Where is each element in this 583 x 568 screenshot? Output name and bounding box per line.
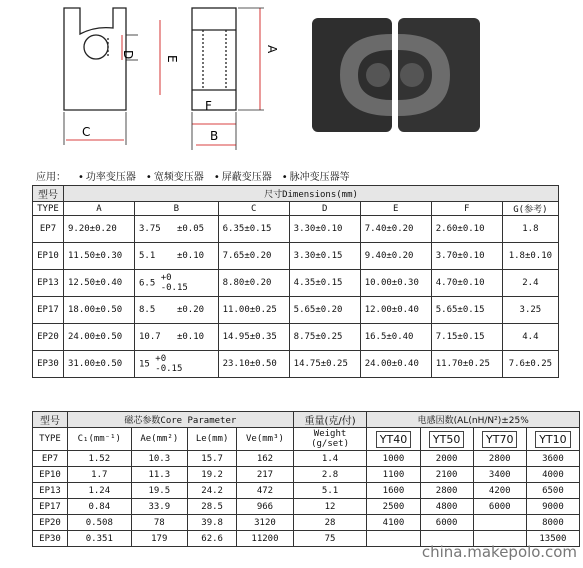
b-minus: -0.15	[160, 283, 188, 293]
cell-al: 4800	[420, 499, 473, 515]
weight-subheader: Weight (g/set)	[293, 428, 367, 451]
cell-ve: 472	[237, 483, 293, 499]
col-ae: Ae(mm²)	[131, 428, 187, 451]
cell-ve: 162	[237, 451, 293, 467]
label-c: C	[82, 125, 91, 139]
cell-al: 2000	[420, 451, 473, 467]
cell-g: 7.6±0.25	[502, 351, 558, 378]
type-subheader: TYPE	[33, 428, 68, 451]
cell-f: 2.60±0.10	[431, 216, 502, 243]
application-item: • 屏蔽变压器	[214, 168, 272, 183]
cell-f: 7.15±0.15	[431, 324, 502, 351]
cell-c: 7.65±0.20	[218, 243, 289, 270]
cell-f: 4.70±0.10	[431, 270, 502, 297]
cell-ae: 33.9	[131, 499, 187, 515]
cell-al: 6000	[473, 499, 526, 515]
cell-f: 11.70±0.25	[431, 351, 502, 378]
b-tolerance	[161, 273, 188, 293]
type-cell: EP7	[33, 216, 64, 243]
cell-le: 24.2	[187, 483, 236, 499]
cell-ae: 10.3	[131, 451, 187, 467]
cell-le: 28.5	[187, 499, 236, 515]
cell-ae: 179	[131, 531, 187, 547]
cell-al: 1100	[367, 467, 420, 483]
cell-ae: 11.3	[131, 467, 187, 483]
material-yt70	[473, 428, 526, 451]
cell-al: 2100	[420, 467, 473, 483]
table-row	[33, 515, 580, 531]
cell-le: 39.8	[187, 515, 236, 531]
cell-al	[367, 531, 420, 547]
front-view	[64, 8, 138, 145]
b-plus: +0	[160, 273, 172, 283]
table-row	[33, 324, 559, 351]
col-c1: C₁(mm⁻¹)	[68, 428, 132, 451]
cell-a: 9.20±0.20	[63, 216, 134, 243]
type-cell: EP20	[33, 515, 68, 531]
cell-al	[473, 515, 526, 531]
cell-weight: 75	[293, 531, 367, 547]
col-le: Le(mm)	[187, 428, 236, 451]
cell-g: 2.4	[502, 270, 558, 297]
b-main: 15	[139, 359, 150, 370]
cell-d: 5.65±0.20	[289, 297, 360, 324]
label-b: B	[210, 129, 219, 143]
type-cell: EP17	[33, 297, 64, 324]
table-row	[33, 483, 580, 499]
type-cell: EP17	[33, 499, 68, 515]
cell-f: 5.65±0.15	[431, 297, 502, 324]
parameters-table	[32, 411, 580, 547]
col-f: F	[431, 202, 502, 216]
type-cell: EP30	[33, 351, 64, 378]
cell-al: 1000	[367, 451, 420, 467]
material-label: YT50	[429, 431, 464, 448]
cell-c: 11.00±0.25	[218, 297, 289, 324]
type-cell: EP7	[33, 451, 68, 467]
cell-a: 31.00±0.50	[63, 351, 134, 378]
label-f: F	[205, 99, 212, 113]
cell-b: 8.5 ±0.20	[135, 297, 219, 324]
cell-al: 8000	[526, 515, 579, 531]
application-label: 应用：	[36, 172, 66, 183]
type-cell: EP10	[33, 243, 64, 270]
application-item: • 脉冲变压器等	[282, 168, 350, 183]
cell-c: 8.80±0.20	[218, 270, 289, 297]
cell-a: 12.50±0.40	[63, 270, 134, 297]
cell-al: 3600	[526, 451, 579, 467]
application-item: • 宽频变压器	[146, 168, 204, 183]
table-row	[33, 216, 559, 243]
cell-e: 10.00±0.30	[360, 270, 431, 297]
type-cell: EP20	[33, 324, 64, 351]
table-row	[33, 270, 559, 297]
core-drawing	[0, 0, 583, 165]
cell-ve: 217	[237, 467, 293, 483]
label-a: A	[265, 45, 279, 54]
cell-weight: 12	[293, 499, 367, 515]
cell-f: 3.70±0.10	[431, 243, 502, 270]
material-label: YT40	[376, 431, 411, 448]
cell-weight: 5.1	[293, 483, 367, 499]
cell-g: 4.4	[502, 324, 558, 351]
cell-d: 3.30±0.15	[289, 243, 360, 270]
cell-al: 4100	[367, 515, 420, 531]
col-g: G(参考)	[502, 202, 558, 216]
cell-d: 4.35±0.15	[289, 270, 360, 297]
cell-al: 13500	[526, 531, 579, 547]
type-cell: EP13	[33, 270, 64, 297]
cell-ve: 3120	[237, 515, 293, 531]
type-cell: EP30	[33, 531, 68, 547]
cell-weight: 1.4	[293, 451, 367, 467]
cell-ae: 19.5	[131, 483, 187, 499]
material-yt10	[526, 428, 579, 451]
cell-d: 14.75±0.25	[289, 351, 360, 378]
cell-g: 1.8	[502, 216, 558, 243]
col-a: A	[63, 202, 134, 216]
cell-g: 1.8±0.10	[502, 243, 558, 270]
dimensions-header: 尺寸Dimensions(mm)	[63, 186, 558, 202]
b-main: 6.5	[139, 278, 156, 289]
cell-c1: 0.84	[68, 499, 132, 515]
material-yt40	[367, 428, 420, 451]
table-row	[33, 351, 559, 378]
cell-le: 19.2	[187, 467, 236, 483]
cell-c1: 1.52	[68, 451, 132, 467]
cell-c1: 0.351	[68, 531, 132, 547]
table-row	[33, 243, 559, 270]
type-cell: EP10	[33, 467, 68, 483]
dimensions-table	[32, 185, 559, 378]
cell-e: 12.00±0.40	[360, 297, 431, 324]
application-line	[36, 168, 350, 183]
table-row	[33, 467, 580, 483]
al-header: 电感因数(AL(nH/N²)±25%	[367, 412, 580, 428]
cell-ae: 78	[131, 515, 187, 531]
cell-a: 18.00±0.50	[63, 297, 134, 324]
col-e: E	[360, 202, 431, 216]
cell-al: 2800	[473, 451, 526, 467]
watermark: china.makepolo.com	[421, 543, 577, 561]
cell-c1: 1.24	[68, 483, 132, 499]
b-minus: -0.15	[155, 364, 183, 374]
cell-c: 23.10±0.50	[218, 351, 289, 378]
cell-b	[135, 351, 219, 378]
cell-ve: 11200	[237, 531, 293, 547]
type-cell: EP13	[33, 483, 68, 499]
cell-al: 6500	[526, 483, 579, 499]
application-item: • 功率变压器	[78, 168, 136, 183]
material-label: YT10	[535, 431, 570, 448]
label-e: E	[165, 55, 179, 63]
cell-al: 2500	[367, 499, 420, 515]
cell-a: 24.00±0.50	[63, 324, 134, 351]
cell-al: 4000	[526, 467, 579, 483]
type-subheader: TYPE	[33, 202, 64, 216]
cell-d: 8.75±0.25	[289, 324, 360, 351]
table-row	[33, 499, 580, 515]
cell-al: 2800	[420, 483, 473, 499]
cell-al: 6000	[420, 515, 473, 531]
cell-le: 62.6	[187, 531, 236, 547]
b-plus: +0	[155, 354, 167, 364]
cell-g: 3.25	[502, 297, 558, 324]
cell-b: 5.1 ±0.10	[135, 243, 219, 270]
core-photo	[312, 18, 480, 132]
cell-c: 6.35±0.15	[218, 216, 289, 243]
cell-al: 9000	[526, 499, 579, 515]
material-label: YT70	[482, 431, 517, 448]
type-header: 型号	[33, 412, 68, 428]
cell-weight: 2.8	[293, 467, 367, 483]
cell-c1: 1.7	[68, 467, 132, 483]
table-row	[33, 297, 559, 324]
col-c: C	[218, 202, 289, 216]
table-row	[33, 451, 580, 467]
label-d: D	[121, 50, 135, 60]
col-d: D	[289, 202, 360, 216]
cell-weight: 28	[293, 515, 367, 531]
material-yt50	[420, 428, 473, 451]
cell-al: 1600	[367, 483, 420, 499]
col-b: B	[135, 202, 219, 216]
cell-al: 4200	[473, 483, 526, 499]
cell-d: 3.30±0.10	[289, 216, 360, 243]
col-ve: Ve(mm³)	[237, 428, 293, 451]
b-tolerance	[155, 354, 182, 374]
cell-e: 9.40±0.20	[360, 243, 431, 270]
cell-a: 11.50±0.30	[63, 243, 134, 270]
weight-header: 重量(克/付)	[293, 412, 367, 428]
cell-c: 14.95±0.35	[218, 324, 289, 351]
cell-b: 3.75 ±0.05	[135, 216, 219, 243]
cell-b: 10.7 ±0.10	[135, 324, 219, 351]
cell-c1: 0.508	[68, 515, 132, 531]
cell-ve: 966	[237, 499, 293, 515]
cell-al: 3400	[473, 467, 526, 483]
cell-e: 24.00±0.40	[360, 351, 431, 378]
type-header: 型号	[33, 186, 64, 202]
cell-le: 15.7	[187, 451, 236, 467]
core-parameter-header: 磁芯参数Core Parameter	[68, 412, 294, 428]
cell-e: 7.40±0.20	[360, 216, 431, 243]
cell-e: 16.5±0.40	[360, 324, 431, 351]
cell-b	[135, 270, 219, 297]
